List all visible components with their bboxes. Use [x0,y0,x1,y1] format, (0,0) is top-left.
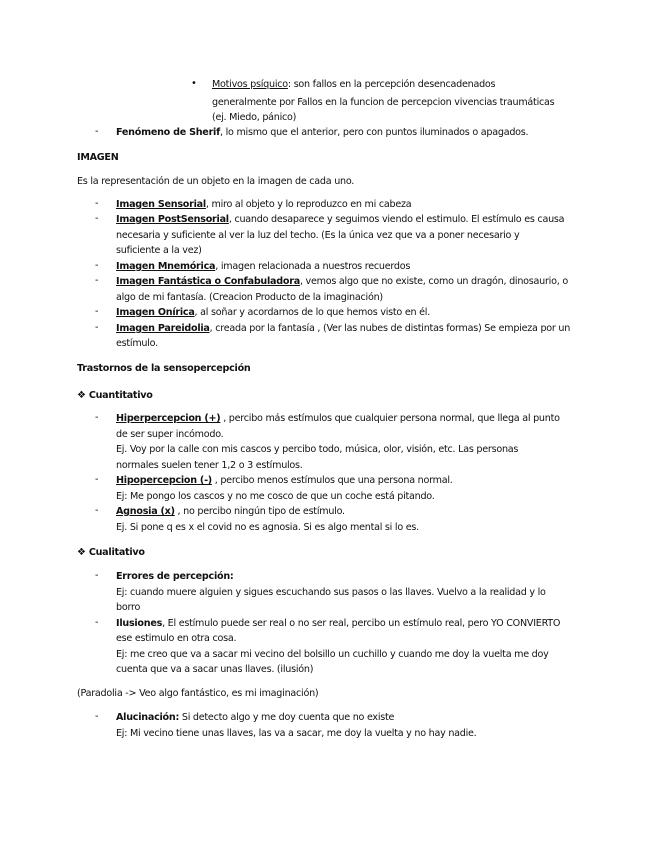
motivos-term: Motivos psíquico [212,79,288,90]
imagen-term: Imagen Sensorial [116,199,206,210]
imagen-text: , vemos algo que no existe, como un dragón, dinosaurio, o [299,276,568,287]
imagen-item-onirica [116,306,430,319]
motivos-line-3: (ej. Miedo, pánico) [212,112,297,123]
diamond-bullet-icon: ❖ [77,390,86,401]
list-dash: - [95,505,99,516]
list-dash: - [95,474,99,485]
imagen-text: , cuando desaparece y seguimos viendo el estimulo. El estímulo es causa [228,214,565,225]
item-term: Errores de percepción: [116,571,234,582]
item-term: Agnosia (x) [116,506,175,517]
imagen-text: , miro al objeto y lo reproduzco en mi cabeza [205,199,412,210]
imagen-item-sensorial [116,198,411,211]
hipopercepcion-item [116,474,453,487]
item-text: , El estímulo puede ser real o no ser real, percibo un estímulo real, pero YO CONVIERTO [162,618,561,629]
imagen-term: Imagen Onírica [116,307,195,318]
cuantitativo-heading [77,389,153,402]
item-text: cuenta que va a sacar unas llaves. (ilusión) [116,664,314,675]
imagen-item-fantastica [116,275,568,288]
agnosia-item [116,505,345,518]
imagen-text: , al soñar y acordarnos de lo que hemos visto en él. [194,307,430,318]
motivos-line-2: generalmente por Fallos en la funcion de percepcion vivencias traumáticas [212,97,555,108]
errores-item [116,570,234,583]
cuantitativo-label: Cuantitativo [88,390,153,401]
list-dash: - [95,711,99,722]
item-text: Ej. Si pone q es x el covid no es agnosia. Si es algo mental si lo es. [116,522,419,533]
imagen-text: , creada por la fantasía , (Ver las nubes de distintas formas) Se empieza por un [209,323,571,334]
list-dash: - [95,126,99,137]
motivos-text: : son fallos en la percepción desencadenados [287,79,496,90]
item-term: Ilusiones [116,618,163,629]
item-text: Si detecto algo y me doy cuenta que no existe [179,712,395,723]
imagen-text: necesaria y suficiente al ver la luz del techo. (Es la única vez que va a poner necesario y [116,230,520,241]
item-text: , no percibo ningún tipo de estímulo. [174,506,345,517]
list-dash: - [95,306,99,317]
item-text: Ej: Me pongo los cascos y no me cosco de que un coche está pitando. [116,491,435,502]
item-text: ese estimulo en otra cosa. [116,633,237,644]
list-dash: - [95,198,99,209]
trastornos-heading: Trastornos de la sensopercepción [77,363,251,374]
item-text: Ej. Voy por la calle con mis cascos y percibo todo, música, olor, visión, etc. Las personas [116,444,519,455]
imagen-text: estímulo. [116,338,158,349]
item-term: Hiperpercepcion (+) [116,413,221,424]
list-dash: - [95,617,99,628]
bullet-dot: • [191,78,197,89]
alucinacion-item [116,711,394,724]
item-text: normales suelen tener 1,2 o 3 estímulos. [116,460,303,471]
imagen-item-mnemorica [116,260,410,273]
item-text: Ej: Mi vecino tiene unas llaves, las va a sacar, me doy la vuelta y no hay nadie. [116,728,477,739]
item-text: , percibo más estímulos que cualquier persona normal, que llega al punto [220,413,560,424]
imagen-text: suficiente a la vez) [116,245,202,256]
item-term: Hipopercepcion (-) [116,475,212,486]
list-dash: - [95,260,99,271]
motivos-line-1 [212,78,495,91]
imagen-item-pareidolia [116,322,570,335]
ilusiones-item [116,617,560,630]
item-text: Ej: me creo que va a sacar mi vecino del bolsillo un cuchillo y cuando me doy la vuelta me doy [116,649,549,660]
list-dash: - [95,412,99,423]
cualitativo-label: Cualitativo [88,547,145,558]
sherif-item [116,126,528,139]
list-dash: - [95,322,99,333]
imagen-term: Imagen Mnemórica [116,261,216,272]
list-dash: - [95,570,99,581]
item-term: Alucinación: [116,712,180,723]
imagen-intro: Es la representación de un objeto en la imagen de cada uno. [77,176,355,187]
list-dash: - [95,275,99,286]
hiperpercepcion-item [116,412,560,425]
item-text: Ej: cuando muere alguien y sigues escuchando sus pasos o las llaves. Vuelvo a la realidad y lo [116,587,546,598]
diamond-bullet-icon: ❖ [77,547,86,558]
sherif-text: , lo mismo que el anterior, pero con puntos iluminados o apagados. [220,127,529,138]
list-dash: - [95,213,99,224]
imagen-term: Imagen PostSensorial [116,214,229,225]
imagen-item-postsensorial [116,213,564,226]
imagen-term: Imagen Pareidolia [116,323,210,334]
paradolia-note: (Paradolia -> Veo algo fantástico, es mi imaginación) [77,688,319,699]
item-text: de ser super incómodo. [116,429,224,440]
imagen-text: , imagen relacionada a nuestros recuerdos [215,261,411,272]
item-text: , percibo menos estímulos que una persona normal. [211,475,453,486]
imagen-text: algo de mi fantasía. (Creacion Producto de la imaginación) [116,292,383,303]
item-text: borro [116,602,141,613]
cualitativo-heading [77,546,145,559]
imagen-heading: IMAGEN [77,152,119,163]
sherif-term: Fenómeno de Sherif [116,127,221,138]
imagen-term: Imagen Fantástica o Confabuladora [116,276,300,287]
